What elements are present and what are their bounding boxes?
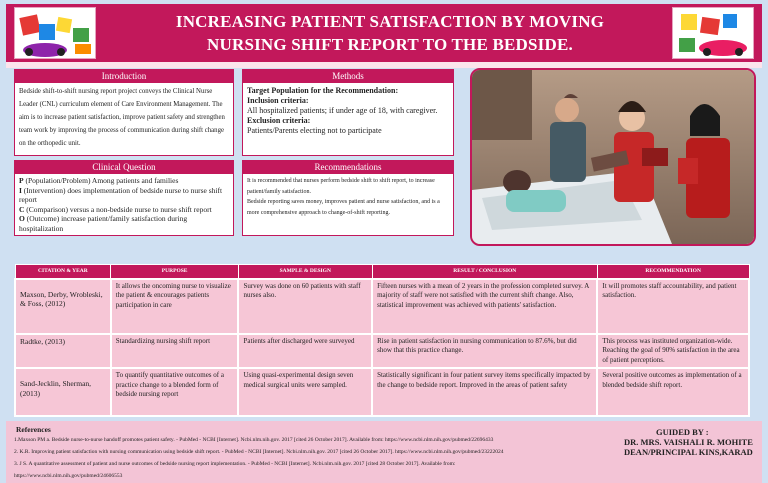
pico-c-letter: C (19, 204, 25, 214)
reference-line-1: 1.Maxson PM a. Bedside nurse-to-nurse handoff promotes patient safety. - PubMed - NCBI [Internet]. Ncbi.nlm.nih.gov. 2017 [cited 26 October 2017]. Available from: https://www.ncbi.nlm.nih.gov/pubmed/22696433 (14, 437, 494, 443)
pico-p-text: (Population/Problem) Among patients and families (23, 176, 179, 185)
references-panel (6, 421, 762, 483)
inclusion-text: All hospitalized patients; if under age of 18, with caregiver. (247, 106, 438, 115)
clinical-question-heading: Clinical Question (15, 161, 233, 174)
pico-c-text: (Comparison) versus a non-bedside nurse to nurse shift report (24, 204, 212, 214)
cell-purpose: To quantify quantitative outcomes of a practice change to a blended form of bedside nursing report (111, 368, 239, 416)
cell-citation: Radtke, (2013) (15, 334, 111, 369)
reference-line-4: https://www.ncbi.nlm.nih.gov/pubmed/24606553 (14, 473, 123, 479)
introduction-heading: Introduction (15, 70, 233, 83)
references-heading: References (16, 425, 51, 434)
header-purpose: PURPOSE (111, 265, 239, 279)
table-row (15, 368, 749, 416)
inclusion-label: Inclusion criteria: (247, 96, 309, 105)
guide-credit (624, 427, 758, 457)
recommendations-box (242, 160, 454, 236)
target-population-label: Target Population for the Recommendation: (247, 86, 399, 95)
poster-title (116, 10, 664, 56)
reference-line-3: 3. J S. A quantitative assessment of patient and nurse outcomes of bedside nursing report implementation. - PubMed - NCBI [Internet]. Ncbi.nlm.nih.gov. 2017 [cited 28 October 2017]. Available from: (14, 461, 456, 467)
methods-box (242, 69, 454, 156)
guide-label: GUIDED BY : (656, 427, 709, 437)
title-banner (6, 4, 762, 62)
evidence-table (14, 264, 750, 417)
cell-result: Rise in patient satisfaction in nursing communication to 87.6%, but did show that this practice change. (372, 334, 597, 369)
header-citation-year: CITATION & YEAR (15, 265, 111, 279)
header-sample-design: SAMPLE & DESIGN (238, 265, 372, 279)
table-row (15, 334, 749, 369)
recommendations-body (243, 174, 453, 220)
recommendations-text-2: Bedside reporting saves money, improves patient and nurse satisfaction, and is a more comprehensive approach to change-of-shift reporting. (247, 199, 440, 216)
methods-body (243, 83, 453, 138)
toys-clipart-left (14, 7, 96, 59)
clinical-question-box (14, 160, 234, 236)
header-result-conclusion: RESULT / CONCLUSION (372, 265, 597, 279)
cell-recommendation: It will promotes staff accountability, and patient satisfaction. (597, 279, 749, 334)
cell-result: Fifteen nurses with a mean of 2 years in the profession completed survey. A majority of staff were not satisfied with the current shift change. Also, statistical improvement was achieved with patients' satisfaction. (372, 279, 597, 334)
recommendations-text-1: It is recommended that nurses perform bedside shift to shift report, to increase patient/family satisfaction. (247, 178, 435, 195)
header-recommendation: RECOMMENDATION (597, 265, 749, 279)
recommendations-heading: Recommendations (243, 161, 453, 174)
pico-o-letter: O (19, 214, 25, 223)
cell-recommendation: Several positive outcomes as implementation of a blended bedside shift report. (597, 368, 749, 416)
toys-clipart-right (672, 7, 754, 59)
cell-recommendation: This process was instituted organization-wide. Reaching the goal of 90% satisfaction in the area of patient perceptions. (597, 334, 749, 369)
guide-name: DR. MRS. VAISHALI R. MOHITE (624, 437, 753, 447)
cell-sample: Survey was done on 60 patients with staff nurses also. (238, 279, 372, 334)
guide-title: DEAN/PRINCIPAL KINS,KARAD (624, 447, 753, 457)
exclusion-text: Patients/Parents electing not to participate (247, 126, 382, 135)
cell-purpose: It allows the oncoming nurse to visualize the patient & encourages patients participation in care (111, 279, 239, 334)
pico-o-text: (Outcome) increase patient/family satisfaction during hospitalization (19, 214, 188, 233)
pico-i-letter: I (19, 185, 22, 195)
clinical-question-body (15, 174, 233, 235)
cell-sample: Using quasi-experimental design seven medical surgical units were sampled. (238, 368, 372, 416)
pico-p-letter: P (19, 176, 24, 185)
nurses-bedside-photo (470, 68, 756, 246)
methods-heading: Methods (243, 70, 453, 83)
cell-sample: Patients after discharged were surveyed (238, 334, 372, 369)
reference-line-2: 2. K.R. Improving patient satisfaction with nursing communication using bedside shift report. - PubMed - NCBI [Internet]. Ncbi.nlm.nih.gov. 2017 [cited 26 October 2017]. https://www.ncbi.nlm.nih.gov/pubmed/23222024 (14, 449, 504, 455)
title-line-1: INCREASING PATIENT SATISFACTION BY MOVING (175, 12, 605, 31)
table-header-row (15, 265, 749, 279)
pico-i-text: (Intervention) does implementation of bedside nurse to nurse shift report (19, 185, 223, 204)
title-line-2: NURSING SHIFT REPORT TO THE BEDSIDE. (207, 35, 573, 54)
introduction-text: Bedside shift-to-shift nursing report project conveys the Clinical Nurse Leader (CNL) curriculum element of Care Environment Management. The aim is to increase patient satisfaction, improve patient safety and strengthen team work by improving the process of communication during shift change on the orthopedic unit. (19, 88, 225, 147)
cell-purpose: Standardizing nursing shift report (111, 334, 239, 369)
cell-result: Statistically significant in four patient survey items specifically impacted by the change to bedside report. Improved in the areas of patient safety (372, 368, 597, 416)
cell-citation: Sand-Jecklin, Sherman, (2013) (15, 368, 111, 416)
table-row (15, 279, 749, 334)
cell-citation: Maxson, Derby, Wrobleski, & Foss, (2012) (15, 279, 111, 334)
introduction-box (14, 69, 234, 156)
exclusion-label: Exclusion criteria: (247, 116, 311, 125)
